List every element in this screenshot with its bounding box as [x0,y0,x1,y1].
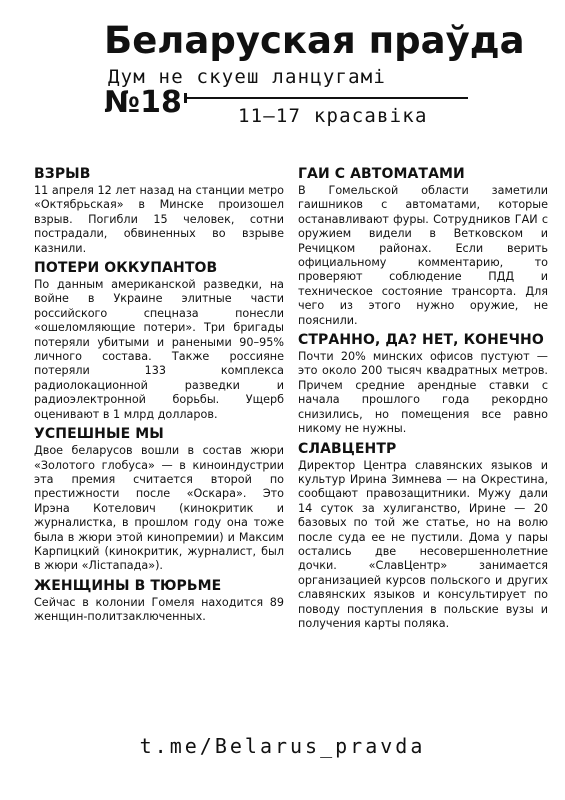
article-body: В Гомельской области заметили гаишников с автоматами, которые останавливают фуры. Сотрудников ГАИ с оружием видели в Ветковском и Речицком районах. Если верить официальному комментарию, то проверяют соблюдение ПДД и техническое состояние трансорта. Для чего из этого нужно оружие, не пояснили. [298,184,548,327]
right-column [298,166,548,635]
article-body: Директор Центра славянских языков и культур Ирина Зимнева — на Окрестина, сообщают правозащитники. Мужу дали 14 суток за хулиганство, Ирине — 20 базовых по той же статье, но на волю после суда ее не пустили. Дома у пары остались две несовершеннолетние дочки. «СлавЦентр» занимается организацией курсов польского и других славянских языков и консультирует по поводу поступления в польские вузы и получения карты поляка. [298,458,548,630]
article-headline: СЛАВЦЕНТР [298,440,397,457]
article-successful-us [34,426,284,574]
article-headline: ГАИ С АВТОМАТАМИ [298,166,465,182]
newspaper-title: Беларуская праўда [104,19,525,62]
article-headline: ВЗРЫВ [34,166,91,182]
article-body: По данным американской разведки, на войне в Украине элитные части российского спецназа понесли «ошеломляющие потери». Три бригады потеряли убитыми и ранеными 90–95% личного состава. Также россияне потеряли 133 комплекса радиолокационной разведки и радиоэлектронной борьбы. Ущерб оценивают в 1 млрд долларов. [34,278,284,421]
article-headline: ПОТЕРИ ОККУПАНТОВ [34,260,218,277]
article-headline: ЖЕНЩИНЫ В ТЮРЬМЕ [34,577,222,594]
masthead-rule [186,97,468,99]
article-body: 11 апреля 12 лет назад на станции метро «Октябрьская» в Минске произошел взрыв. Погибли 15 человек, сотни пострадали, обвиненных во взрыве казнили. [34,184,284,255]
issue-number: №18 [104,85,182,120]
masthead [0,0,565,140]
telegram-channel-link[interactable]: t.me/Belarus_pravda [139,734,426,758]
left-column [34,166,284,629]
article-headline: УСПЕШНЫЕ МЫ [34,426,164,443]
article-empty-offices [298,332,548,436]
newspaper-slogan: Дум не скуеш ланцугамі [108,66,387,88]
article-traffic-police [298,166,548,328]
article-body: Двое беларусов вошли в состав жюри «Золотого глобуса» — в киноиндустрии эта премия считается второй по престижности после «Оскара». Это Ирэна Котелович (кинокритик и журналистка, в прошлом году она тоже была в жюри этой кинопремии) и Максим Карпицкий (кинокритик, журналист, был в жюри «Лістапада»). [34,444,284,573]
article-explosion [34,166,284,256]
article-women-in-prison [34,578,284,625]
article-body: Сейчас в колонии Гомеля находится 89 женщин-политзаключенных. [34,595,284,624]
article-body: Почти 20% минских офисов пустуют — это около 200 тысяч квадратных метров. Причем средние арендные ставки с начала прошлого года рекордно снизились, но помещения все равно никому не нужны. [298,350,548,436]
article-occupant-losses [34,260,284,422]
issue-dates: 11—17 красавіка [238,105,428,127]
article-slavcenter [298,441,548,632]
article-headline: СТРАННО, ДА? НЕТ, КОНЕЧНО [298,332,544,349]
